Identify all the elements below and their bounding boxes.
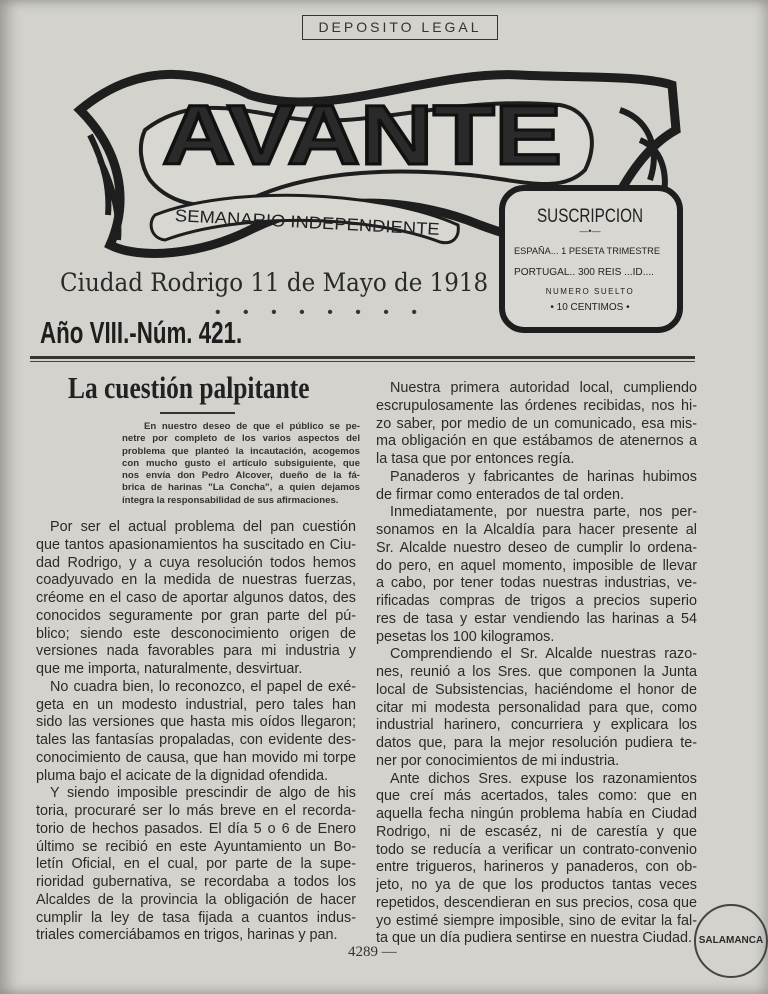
paragraph-line: No cuadra bien, lo reconozco, el papel de exé- <box>50 678 356 695</box>
paragraph-line: escrupulosamente las órdenes recibidas, nos hi- <box>376 397 697 414</box>
paragraph-line: pluma bajo el acicate de la dignidad ofendida. <box>36 767 329 784</box>
intro-line: netre por completo de los varios aspectos del <box>122 433 360 445</box>
paragraph-line: sonamos en la Alcaldía para hacer presente al <box>376 522 697 538</box>
subtitle: SEMANARIO INDEPENDIENTE <box>174 206 420 238</box>
paragraph-line: Comprendiendo el Sr. Alcalde nuestras razo- <box>390 646 697 663</box>
library-stamp <box>694 904 768 978</box>
paragraph-line: repetidos, descendieran en sus precios, cosa que <box>376 894 697 911</box>
paragraph-line: coadyuvado en la medida de nuestras fuerzas, <box>36 572 356 589</box>
article-column-left <box>36 519 356 945</box>
paragraph-line: créome en el caso de aportar algunos datos, des <box>36 590 356 606</box>
intro-line: brica de harinas "La Concha", a quien dejamos <box>122 482 360 494</box>
paragraph-line: zo saber, por medio de un comunicado, esa mis- <box>376 415 697 432</box>
paragraph-line: torio de hechos pasados. El día 5 o 6 de Enero <box>36 820 356 837</box>
paragraph-line: conocimiento de causa, que han movido mi torpe <box>36 749 356 766</box>
paragraph-line: de firmar como enterados de tal orden. <box>376 486 624 503</box>
deposito-legal-box: DEPOSITO LEGAL <box>302 15 498 40</box>
paragraph-line: ta que un día pudiera sentirse en nuestra Ciudad. <box>376 930 693 947</box>
paragraph-line: Sr. Alcalde nuestro deseo de cumplir lo ordena- <box>376 539 697 556</box>
paragraph-line: cumplir la ley de tasa fijada a cuantos indus- <box>36 909 356 926</box>
paragraph-line: entre trigueros, harineros y panaderos, con ob- <box>376 859 697 876</box>
price-portugal: PORTUGAL.. 300 REIS ...ID.... <box>514 267 654 278</box>
paragraph-line: geta en un modesto industrial, pero tales han <box>36 696 356 713</box>
subscription-divider: —•— <box>579 226 601 236</box>
paragraph-line: Y siendo imposible prescindir de algo de his <box>50 785 356 802</box>
paragraph-line: rificadas compras de trigos a precios superio <box>376 593 697 609</box>
dateline: Ciudad Rodrigo 11 de Mayo de 1918 <box>60 268 489 297</box>
paragraph-line: que creí más acertados, tales como: que en <box>376 788 697 805</box>
paragraph-line: pesetas los 100 kilogramos. <box>376 628 555 645</box>
paragraph-line: tales las fantasías propaladas, con evidente des- <box>36 732 356 748</box>
paragraph-line: Alcaldes de la provincia la obligación de hacer <box>36 891 356 908</box>
masthead-title: AVANTE <box>162 88 562 182</box>
intro-line: En nuestro deseo de que el público se pe- <box>144 421 360 432</box>
paragraph-line: letín Oficial, en el cual, por parte de la supe- <box>36 856 356 873</box>
paragraph-line: último se recibió en este Ayuntamiento un Bo- <box>36 838 356 855</box>
numero-suelto: NUMERO SUELTO <box>545 287 635 296</box>
intro-line: con mucho gusto el artículo subsiguiente, que <box>122 457 360 469</box>
subscription-title: SUSCRIPCION <box>537 206 643 227</box>
header-divider <box>30 356 695 359</box>
price-espana: ESPAÑA... 1 PESETA TRIMESTRE <box>514 246 660 256</box>
paragraph-line: Rodrigo, ni de escaséz, ni de carestía y que <box>376 823 697 840</box>
paragraph-line: ma obligación en que estábamos de atenernos a <box>376 433 697 450</box>
paragraph-line: jeto, no ya de que los productos tantas veces <box>376 877 697 893</box>
article-column-right <box>376 380 697 948</box>
intro-line: problema que planteó la incautación, acogemos <box>122 445 360 457</box>
paragraph-line: datos que, para la mejor resolución pudiera te- <box>376 735 697 751</box>
paragraph-line: Por ser el actual problema del pan cuestión <box>50 519 356 535</box>
paragraph-line: industrial harinero, concurriera y explicara los <box>376 717 697 734</box>
paragraph-line: dad Rodrigo, y a cuya resolución todos hemos <box>36 554 356 571</box>
paragraph-line: citar mi modesta personalidad para que, como <box>376 699 697 716</box>
paragraph-line: Nuestra primera autoridad local, cumpliendo <box>390 380 697 396</box>
paragraph-line: Ante dichos Sres. expuse los razonamientos <box>390 770 697 787</box>
intro-line: nos envía don Pedro Alcover, dueño de la fá- <box>122 470 360 482</box>
paragraph-line: todo se reducía a verificar un contrato-convenio <box>376 841 697 858</box>
paragraph-line: triales comerciábamos en trigos, harinas y pan. <box>36 927 338 944</box>
dateline-dots: • • • • • • • • <box>215 304 426 321</box>
price-single: • 10 CENTIMOS • <box>550 302 630 313</box>
article-title: La cuestión palpitante <box>68 370 310 405</box>
article-intro <box>122 421 360 507</box>
paragraph-line: aquella fecha ningún problema había en Ciudad <box>376 806 697 822</box>
paragraph-line: toria, procuraré ser lo más breve en el recorda- <box>36 803 356 819</box>
title-underline <box>160 412 235 414</box>
paragraph-line: rioridad gubernativa, se recordaba a todos los <box>36 874 356 890</box>
paragraph-line: ner por conocimientos de mi industria. <box>376 752 620 769</box>
paragraph-line: do pero, en aquel momento, imposible de llevar <box>376 557 697 574</box>
header-divider-thin <box>30 361 695 362</box>
paragraph-line: versiones nada favorables para mi industria y <box>36 643 356 660</box>
paragraph-line: a cabo, por tener todas nuestras industrias, ve- <box>376 575 697 592</box>
paragraph-line: yo estimé siempre imposible, sino de evitar la fal- <box>376 912 697 929</box>
paragraph-line: que tantos apasionamientos ha suscitado en Ciu- <box>36 536 356 553</box>
paragraph-line: local de Subsistencias, haciéndome el honor de <box>376 681 697 698</box>
page-number: 4289 — <box>348 944 397 960</box>
paragraph-line: sido las versiones que hasta mis oídos llegaron; <box>36 714 356 731</box>
paragraph-line: conocidos seguramente por gran parte del pú- <box>36 607 356 624</box>
paragraph-line: blico; siendo este desconocimiento origen de <box>36 625 356 642</box>
paragraph-line: la tasa que por entonces regía. <box>376 451 575 467</box>
stamp-city: SALAMANCA <box>698 935 764 946</box>
paragraph-line: nes, reunió a los Sres. que componen la Junta <box>376 664 697 680</box>
paragraph-line: Inmediatamente, por nuestra parte, nos per- <box>390 504 697 521</box>
paragraph-line: res de tasa y estar vendiendo las harinas a 54 <box>376 610 697 627</box>
intro-line: íntegra la responsabilidad de sus afirmaciones. <box>122 494 339 506</box>
issue-number: Año VIII.-Núm. 421. <box>40 315 243 350</box>
paragraph-line: Panaderos y fabricantes de harinas hubimos <box>390 468 697 485</box>
paragraph-line: que me importa, naturalmente, desvirtuar. <box>36 661 303 677</box>
